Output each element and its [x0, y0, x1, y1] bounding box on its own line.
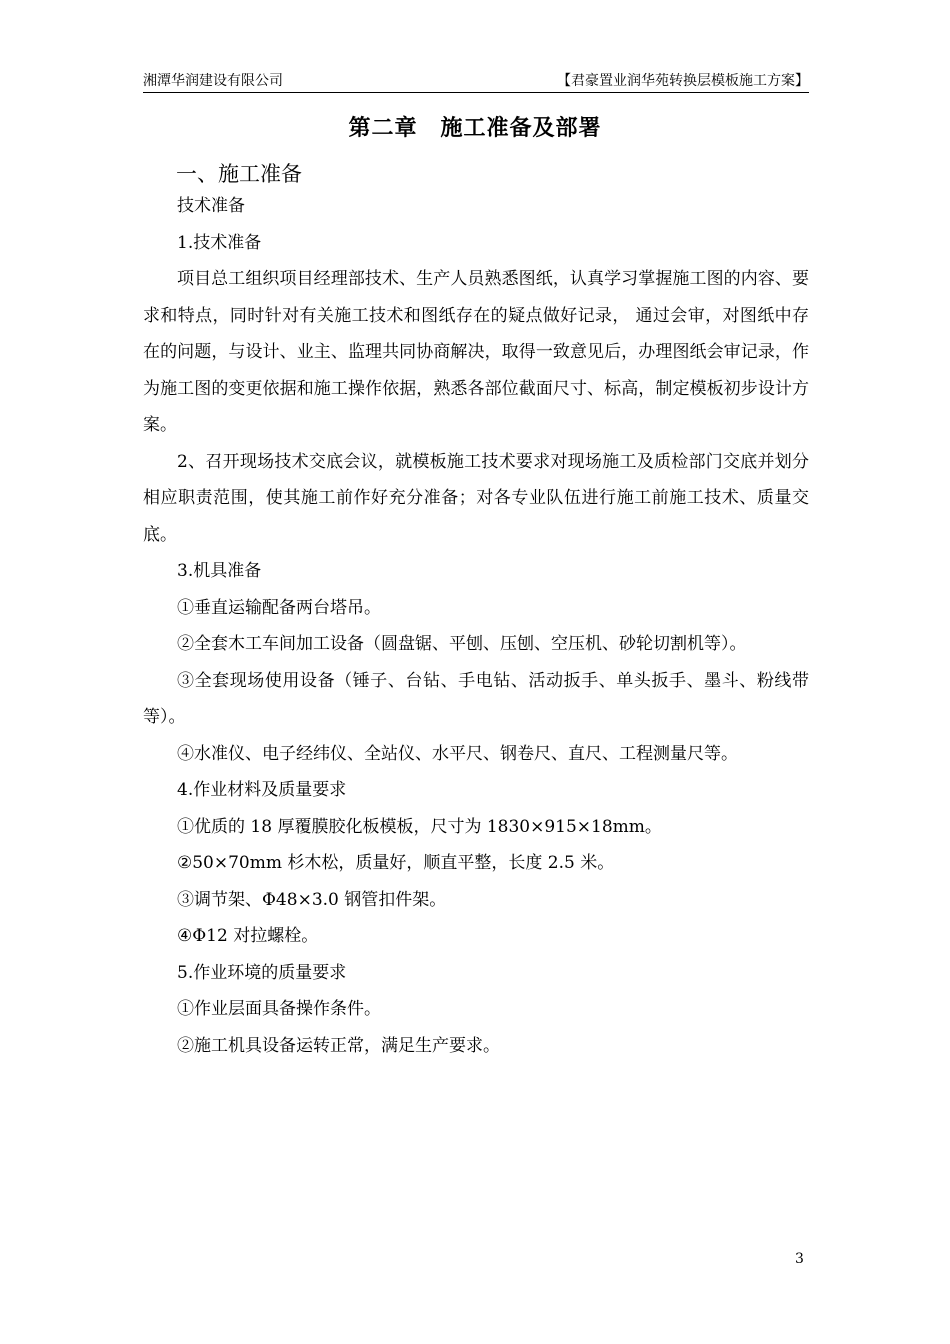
- header-company: 湘潭华润建设有限公司: [143, 73, 283, 89]
- list-item-workshop-equipment: ②全套木工车间加工设备（圆盘锯、平刨、压刨、空压机、砂轮切割机等）。: [177, 634, 747, 654]
- paragraph-item-3-heading: 3.机具准备: [177, 561, 262, 581]
- paragraph-drawing-review: 项目总工组织项目经理部技术、生产人员熟悉图纸，认真学习掌握施工图的内容、要求和特点，同时针对有关施工技术和图纸存在的疑点做好记录， 通过会审，对图纸中存在的问题，与设计、业主、监理共同协商解决，取得一致意见后，办理图纸会审记录，作为施工图的变更依据和施工操作依据，熟悉各部位截面尺寸、标高，制定模板初步设计方案。: [143, 269, 809, 435]
- list-item-machinery-status: ②施工机具设备运转正常，满足生产要求。: [177, 1035, 500, 1056]
- list-item-site-equipment: ③全套现场使用设备（锤子、台钻、手电钻、活动扳手、单头扳手、墨斗、粉线带等）。: [143, 670, 809, 727]
- page-number: 3: [795, 1251, 804, 1267]
- list-item-tower-cranes: ①垂直运输配备两台塔吊。: [177, 597, 381, 618]
- list-item-timber: ②50×70mm 杉木松，质量好，顺直平整，长度 2.5 米。: [177, 853, 615, 873]
- header-document-title: 【君豪置业润华苑转换层模板施工方案】: [557, 73, 809, 89]
- chapter-title: 第二章 施工准备及部署: [348, 115, 602, 141]
- page-header: [143, 72, 809, 93]
- list-item-work-surface: ①作业层面具备操作条件。: [177, 999, 381, 1019]
- paragraph-item-1-heading: 1.技术准备: [177, 232, 262, 253]
- list-item-formwork-board: ①优质的 18 厚覆膜胶化板模板，尺寸为 1830×915×18mm。: [177, 816, 662, 837]
- list-item-survey-instruments: ④水准仪、电子经纬仪、全站仪、水平尺、钢卷尺、直尺、工程测量尺等。: [177, 743, 738, 764]
- list-item-scaffold: ③调节架、Φ48×3.0 钢管扣件架。: [177, 889, 447, 910]
- paragraph-technical-prep-label: 技术准备: [177, 196, 245, 216]
- document-body: [143, 188, 809, 1064]
- paragraph-item-4-heading: 4.作业材料及质量要求: [177, 780, 347, 800]
- paragraph-briefing-meeting: 2、召开现场技术交底会议，就模板施工技术要求对现场施工及质检部门交底并划分相应职责范围，使其施工前作好充分准备；对各专业队伍进行施工前施工技术、质量交底。: [143, 451, 809, 545]
- section-heading: 一、施工准备: [176, 162, 302, 186]
- paragraph-item-5-heading: 5.作业环境的质量要求: [177, 962, 347, 983]
- list-item-tie-bolts: ④Φ12 对拉螺栓。: [177, 926, 319, 946]
